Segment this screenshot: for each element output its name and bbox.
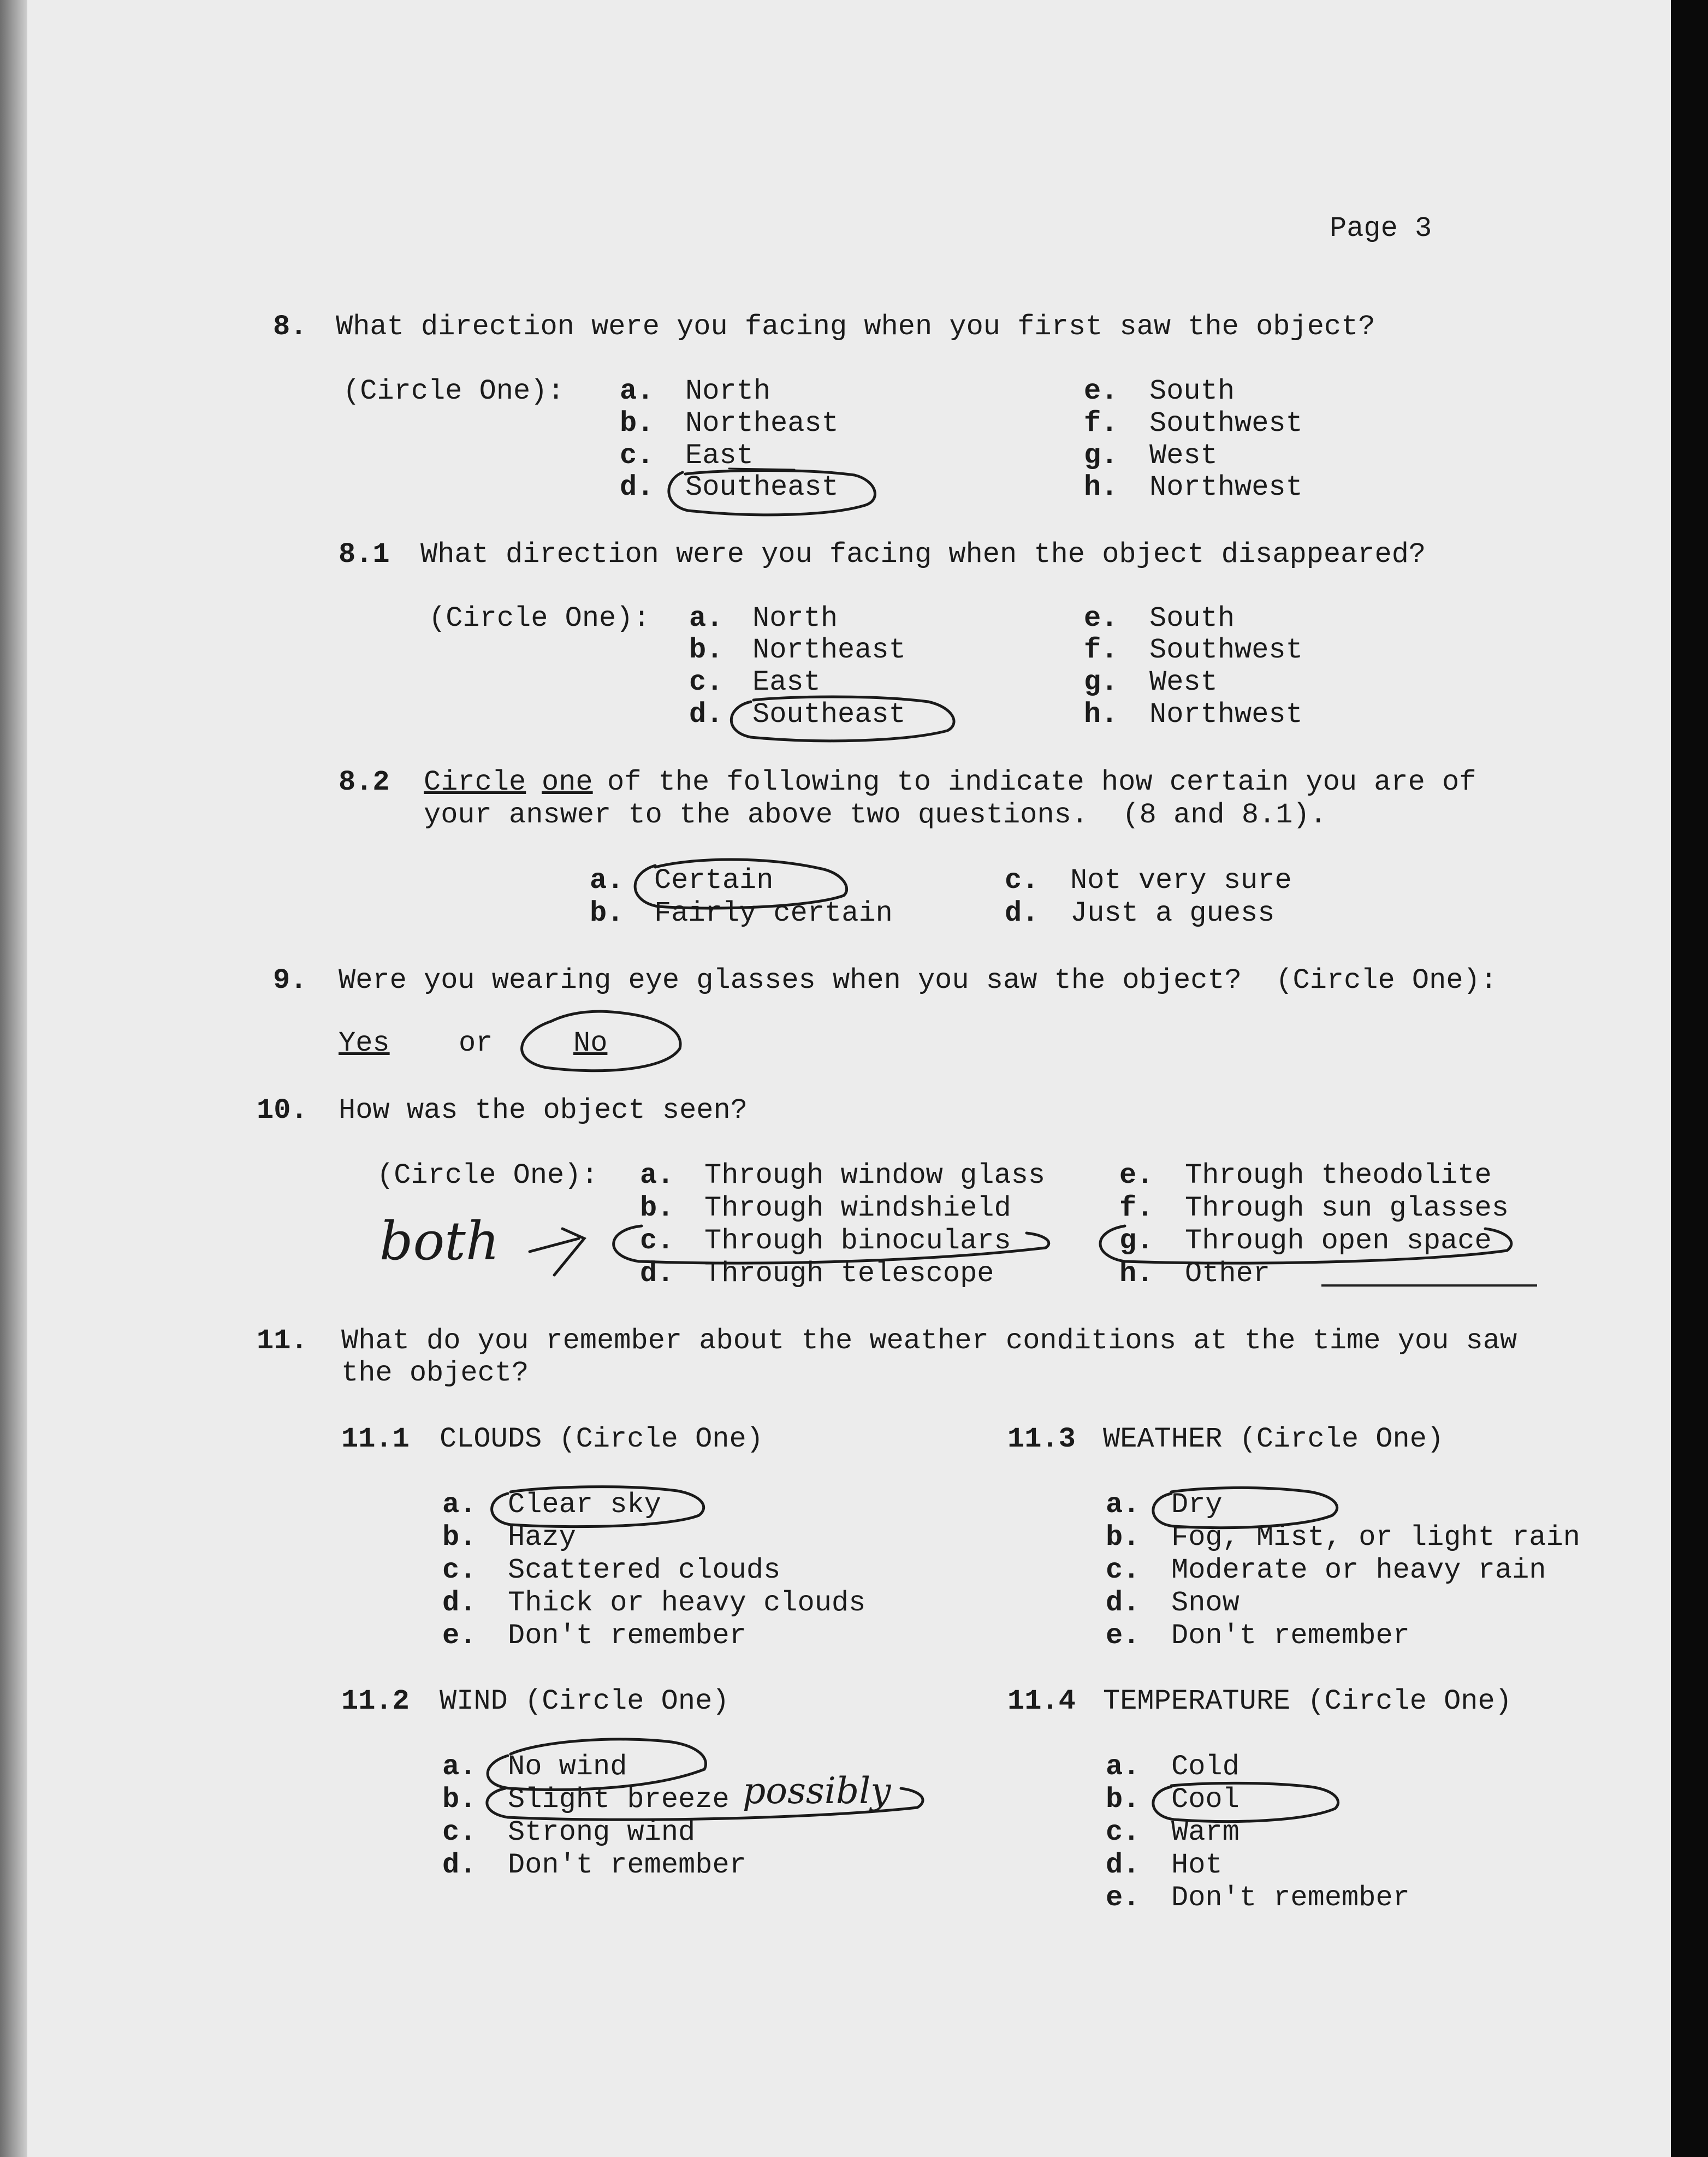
q11-2-option-letter: d. (442, 1849, 477, 1881)
q11-1-option-dont-remember: Don't remember (508, 1620, 746, 1652)
q9-text: Were you wearing eye glasses when you saw the object? (Circle One): (339, 964, 1497, 997)
q10-number: 10. (257, 1094, 308, 1127)
q8-2-number: 8.2 (339, 766, 390, 798)
q11-3-option-dont-remember: Don't remember (1171, 1620, 1410, 1652)
q11-4-option-letter: e. (1106, 1882, 1140, 1914)
q11-4-option-hot: Hot (1171, 1849, 1223, 1881)
q11-2-handwritten-note: possibly (743, 1770, 891, 1812)
q8-2-text-line2: your answer to the above two questions. (8 and 8.1). (424, 799, 1327, 831)
q8-2-option-fairly-certain: Fairly certain (654, 897, 893, 929)
q11-1-option-thick: Thick or heavy clouds (508, 1587, 866, 1619)
q10-option-letter: b. (640, 1192, 674, 1224)
q9-or: or (459, 1027, 493, 1059)
q10-option-binoculars: Through binoculars (704, 1225, 1011, 1257)
scan-left-edge (0, 0, 27, 2157)
q11-4-option-dont-remember: Don't remember (1171, 1882, 1410, 1914)
q8-2-option-certain: Certain (654, 864, 774, 897)
scan-right-edge (1671, 0, 1708, 2157)
q10-option-sun-glasses: Through sun glasses (1185, 1192, 1509, 1224)
q8-1-option-southwest: Southwest (1149, 634, 1303, 666)
q11-number: 11. (257, 1325, 308, 1357)
q8-option-west: West (1149, 440, 1218, 472)
q9-yes: Yes (339, 1027, 390, 1059)
q8-option-letter: g. (1084, 440, 1118, 472)
q8-1-option-letter: c. (689, 666, 723, 698)
q10-option-other: Other (1185, 1258, 1271, 1290)
q8-1-option-letter: f. (1084, 634, 1118, 666)
q8-2-option-letter: a. (590, 864, 624, 897)
q8-option-southwest: Southwest (1149, 407, 1303, 440)
q10-option-telescope: Through telescope (704, 1258, 994, 1290)
q11-2-option-slight-breeze: Slight breeze (508, 1783, 730, 1816)
q8-1-option-letter: a. (689, 602, 723, 635)
q11-3-option-heavy-rain: Moderate or heavy rain (1171, 1554, 1546, 1586)
q11-3-option-letter: a. (1106, 1489, 1140, 1521)
q11-3-option-letter: e. (1106, 1620, 1140, 1652)
q8-option-northwest: Northwest (1149, 471, 1303, 503)
q8-number: 8. (273, 311, 307, 343)
q8-option-letter: h. (1084, 471, 1118, 503)
q8-1-text: What direction were you facing when the object disappeared? (420, 538, 1426, 571)
q8-1-option-letter: h. (1084, 698, 1118, 731)
q8-2-option-letter: b. (590, 897, 624, 929)
q8-1-option-letter: e. (1084, 602, 1118, 635)
q10-option-letter: c. (640, 1225, 674, 1257)
q8-1-option-southeast: Southeast (752, 698, 906, 731)
q11-1-option-hazy: Hazy (508, 1521, 576, 1554)
page-number: Page 3 (1330, 212, 1432, 245)
q11-3-option-letter: d. (1106, 1587, 1140, 1619)
q8-option-northeast: Northeast (685, 407, 839, 440)
q10-option-open-space: Through open space (1185, 1225, 1492, 1257)
q8-1-option-northwest: Northwest (1149, 698, 1303, 731)
q10-other-blank-line (1321, 1284, 1537, 1287)
q8-2-option-letter: c. (1005, 864, 1039, 897)
q8-1-option-letter: g. (1084, 666, 1118, 698)
q11-1-option-letter: b. (442, 1521, 477, 1554)
q8-text: What direction were you facing when you first saw the object? (336, 311, 1375, 343)
q11-2-option-strong-wind: Strong wind (508, 1816, 696, 1848)
q8-2-text-line1: of the following to indicate how certain you are of (607, 766, 1476, 798)
q11-4-option-letter: a. (1106, 1751, 1140, 1783)
q11-4-option-letter: c. (1106, 1816, 1140, 1848)
q8-option-letter: e. (1084, 375, 1118, 407)
q8-option-north: North (685, 375, 771, 407)
q11-2-title: WIND (Circle One) (440, 1685, 730, 1717)
q10-option-windshield: Through windshield (704, 1192, 1011, 1224)
q11-3-option-dry: Dry (1171, 1489, 1223, 1521)
q11-1-option-letter: d. (442, 1587, 477, 1619)
q8-option-letter: a. (620, 375, 654, 407)
q11-4-title: TEMPERATURE (Circle One) (1103, 1685, 1512, 1717)
q8-1-option-northeast: Northeast (752, 634, 906, 666)
q11-1-option-letter: e. (442, 1620, 477, 1652)
q8-1-number: 8.1 (339, 538, 390, 571)
q10-option-letter: g. (1119, 1225, 1154, 1257)
q11-4-option-letter: d. (1106, 1849, 1140, 1881)
q11-2-option-letter: c. (442, 1816, 477, 1848)
q10-option-letter: e. (1119, 1159, 1154, 1192)
q8-2-circle-word: Circle (424, 766, 526, 798)
q11-2-option-no-wind: No wind (508, 1751, 627, 1783)
q8-2-one-word: one (542, 766, 593, 798)
q11-1-option-letter: c. (442, 1554, 477, 1586)
q11-3-title: WEATHER (Circle One) (1103, 1423, 1444, 1455)
q8-option-southeast: Southeast (685, 471, 839, 503)
q8-option-east: East (685, 440, 754, 472)
q8-1-option-east: East (752, 666, 821, 698)
q8-1-option-south: South (1149, 602, 1235, 635)
q11-2-option-letter: b. (442, 1783, 477, 1816)
q11-2-number: 11.2 (341, 1685, 410, 1717)
q8-option-letter: c. (620, 440, 654, 472)
q9-number: 9. (273, 964, 307, 997)
q10-option-letter: d. (640, 1258, 674, 1290)
q10-option-window-glass: Through window glass (704, 1159, 1046, 1192)
q8-2-option-just-a-guess: Just a guess (1070, 897, 1275, 929)
q8-1-option-letter: b. (689, 634, 723, 666)
q10-option-letter: h. (1119, 1258, 1154, 1290)
q10-handwritten-note: both (379, 1211, 500, 1272)
q11-4-option-cool: Cool (1171, 1783, 1240, 1816)
q8-2-option-letter: d. (1005, 897, 1039, 929)
q11-1-option-clear-sky: Clear sky (508, 1489, 661, 1521)
q10-option-letter: a. (640, 1159, 674, 1192)
q11-4-number: 11.4 (1007, 1685, 1076, 1717)
q8-2-option-not-very-sure: Not very sure (1070, 864, 1292, 897)
q8-instruction: (Circle One): (343, 375, 565, 407)
q11-1-title: CLOUDS (Circle One) (440, 1423, 763, 1455)
q11-1-option-scattered: Scattered clouds (508, 1554, 781, 1586)
q11-4-option-letter: b. (1106, 1783, 1140, 1816)
q11-3-number: 11.3 (1007, 1423, 1076, 1455)
q8-option-letter: f. (1084, 407, 1118, 440)
q11-3-option-letter: b. (1106, 1521, 1140, 1554)
q10-option-theodolite: Through theodolite (1185, 1159, 1492, 1192)
q11-2-option-letter: a. (442, 1751, 477, 1783)
q8-option-south: South (1149, 375, 1235, 407)
q10-text: How was the object seen? (339, 1094, 748, 1127)
q8-1-instruction: (Circle One): (429, 602, 650, 635)
q11-4-option-warm: Warm (1171, 1816, 1240, 1848)
q11-3-option-fog: Fog, Mist, or light rain (1171, 1521, 1580, 1554)
q8-option-letter: d. (620, 471, 654, 503)
q11-3-option-letter: c. (1106, 1554, 1140, 1586)
q11-3-option-snow: Snow (1171, 1587, 1240, 1619)
q8-1-option-west: West (1149, 666, 1218, 698)
q11-1-number: 11.1 (341, 1423, 410, 1455)
q8-1-option-north: North (752, 602, 838, 635)
q11-text-line1: What do you remember about the weather conditions at the time you saw (341, 1325, 1517, 1357)
q8-1-option-letter: d. (689, 698, 723, 731)
q11-text-line2: the object? (341, 1357, 529, 1389)
q8-option-letter: b. (620, 407, 654, 440)
q11-4-option-cold: Cold (1171, 1751, 1240, 1783)
q10-instruction: (Circle One): (377, 1159, 598, 1192)
q11-2-option-dont-remember: Don't remember (508, 1849, 746, 1881)
q9-no: No (573, 1027, 608, 1059)
q11-1-option-letter: a. (442, 1489, 477, 1521)
q10-option-letter: f. (1119, 1192, 1154, 1224)
